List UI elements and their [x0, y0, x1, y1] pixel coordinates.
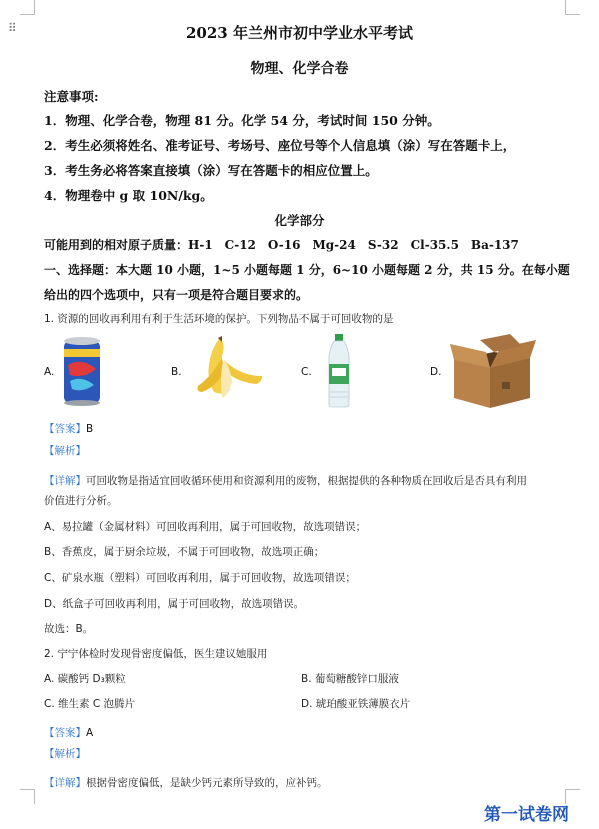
page-subtitle: 物理、化学合卷: [250, 61, 349, 77]
page-title: 2023 年兰州市初中学业水平考试: [186, 24, 413, 42]
q2-option-d: D. 琥珀酸亚铁薄膜衣片: [301, 698, 411, 710]
atomic-masses: 可能用到的相对原子质量：H-1 C-12 O-16 Mg-24 S-32 Cl-35.5 Ba-137: [44, 238, 519, 252]
q2-option-b: B. 葡萄糖酸锌口服液: [301, 673, 399, 685]
crop-mark-top-right: [565, 0, 580, 15]
q1-stem: 1. 资源的回收再利用有利于生活环境的保护。下列物品不属于可回收物的是: [44, 313, 394, 325]
q1-conclusion: 故选：B。: [44, 623, 94, 635]
drag-handle-icon[interactable]: ⠿: [8, 21, 18, 35]
detail-tag: 【详解】: [44, 777, 86, 789]
q2-answer: [44, 721, 93, 740]
detail-tag: 【详解】: [44, 475, 86, 487]
notice-item-4: 4．物理卷中 g 取 10N/kg。: [44, 188, 213, 203]
watermark-logo: 第一试卷网: [484, 805, 569, 825]
q1-answer: [44, 417, 93, 436]
q1-explain-c: C、矿泉水瓶（塑料）可回收再利用，属于可回收物，故选项错误；: [44, 572, 356, 584]
q1-option-a-label: A.: [44, 366, 55, 378]
section-title: 化学部分: [274, 213, 325, 228]
q1-detail-line1: [44, 469, 527, 488]
q1-explain-a: A、易拉罐（金属材料）可回收再利用，属于可回收物，故选项错误；: [44, 521, 367, 533]
q1-explain-d: D、纸盒子可回收再利用，属于可回收物，故选项错误。: [44, 598, 305, 610]
part1-instructions-line1: 一、选择题：本大题 10 小题，1~5 小题每题 1 分，6~10 小题每题 2 分，共 15 分。在每小题: [44, 263, 570, 277]
banana-peel-icon: [192, 336, 264, 402]
q2-answer-value: A: [86, 727, 94, 739]
q2-detail-text: 根据骨密度偏低，是缺少钙元素所导致的，应补钙。: [86, 777, 328, 789]
q2-detail: [44, 771, 328, 790]
q1-option-b-label: B.: [171, 366, 182, 378]
q2-analysis-tag: 【解析】: [44, 748, 86, 760]
notice-heading: 注意事项:: [44, 89, 99, 104]
soda-can-icon: [62, 335, 102, 407]
q2-option-a: A. 碳酸钙 D₃颗粒: [44, 673, 126, 685]
answer-tag: 【答案】: [44, 423, 86, 435]
notice-item-3: 3．考生务必将答案直接填（涂）写在答题卡的相应位置上。: [44, 163, 378, 178]
q1-answer-value: B: [86, 423, 94, 435]
part1-instructions-line2: 给出的四个选项中，只有一项是符合题目要求的。: [44, 288, 309, 302]
q1-analysis-tag: 【解析】: [44, 445, 86, 457]
crop-mark-top-left: [20, 0, 35, 15]
q2-stem: 2. 宁宁体检时发现骨密度偏低，医生建议她服用: [44, 648, 268, 660]
crop-mark-bottom-left: [20, 789, 35, 804]
q1-option-d-label: D.: [430, 366, 442, 378]
notice-item-2: 2．考生必须将姓名、准考证号、考场号、座位号等个人信息填（涂）写在答题卡上，: [44, 138, 516, 153]
q1-detail-line2: 价值进行分析。: [44, 495, 118, 507]
answer-tag: 【答案】: [44, 727, 86, 739]
q1-detail-text: 可回收物是指适宜回收循环使用和资源利用的废物，根据提供的各种物质在回收后是否具有利用: [86, 475, 527, 487]
q1-option-c-label: C.: [301, 366, 312, 378]
water-bottle-icon: [326, 334, 352, 408]
q1-explain-b: B、香蕉皮，属于厨余垃圾，不属于可回收物，故选项正确；: [44, 546, 325, 558]
notice-item-1: 1．物理、化学合卷，物理 81 分。化学 54 分，考试时间 150 分钟。: [44, 113, 440, 128]
q2-option-c: C. 维生素 C 泡腾片: [44, 698, 136, 710]
cardboard-box-icon: [450, 334, 536, 410]
